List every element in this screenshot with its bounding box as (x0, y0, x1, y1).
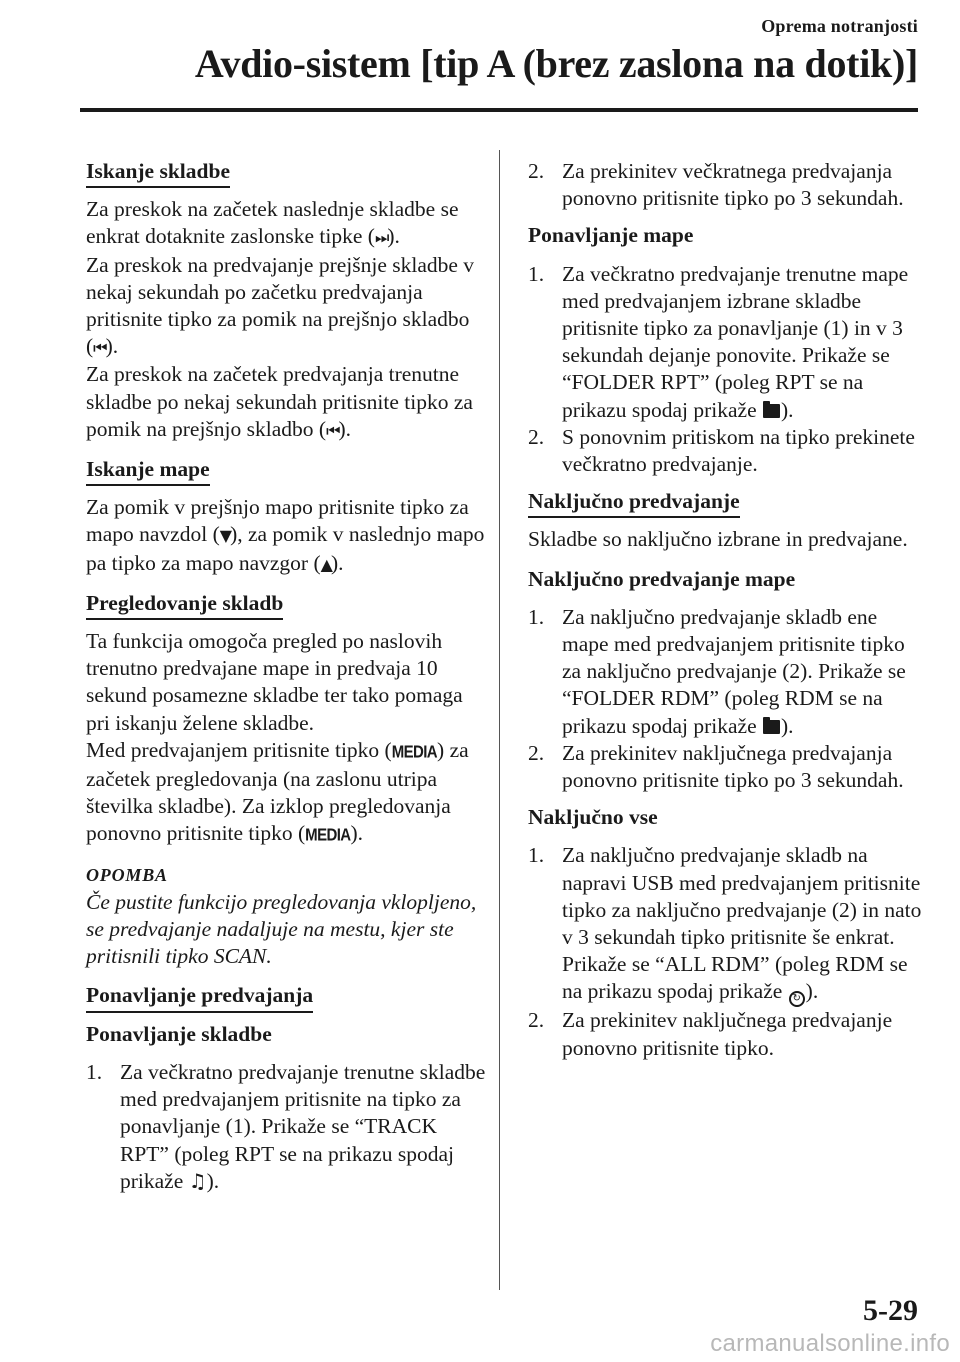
music-note-icon: ♫ (188, 1168, 207, 1193)
text: ). (206, 1168, 220, 1193)
left-column (86, 158, 488, 1205)
paragraph (86, 494, 488, 578)
text: ). (781, 397, 794, 422)
note-text: Če pustite funkcijo pregledovanja vklopljeno, se predvajanje nadaljuje na mestu, kjer ste pritisnili tipko SCAN. (86, 889, 477, 969)
skip-back-icon: ⏮ (93, 338, 106, 358)
skip-forward-icon: ⏭ (374, 228, 388, 248)
text: Za preskok na začetek predvajanja trenutne skladbe po nekaj sekundah pritisnite tipko za pomik na prejšnjo skladbo ( (86, 362, 473, 441)
media-button-icon: MEDIA (391, 742, 438, 763)
column-divider (499, 150, 500, 1290)
right-column (528, 158, 923, 1072)
subheading-nakljucno-vse: Naključno vse (528, 805, 658, 830)
paragraph: Skladbe so naključno izbrane in predvajane. (528, 527, 908, 552)
list-number: 2. (528, 740, 545, 765)
section-heading-iskanje-skladbe: Iskanje skladbe (86, 158, 230, 188)
text: ) za začetek pregledovanja (na zaslonu utripa številka skladbe). Za izklop pregledovanja ponovno pritisnite tipko ( (86, 737, 469, 846)
skip-back-icon: ⏮ (326, 420, 339, 440)
list-text: Za prekinitev večkratnega predvajanja ponovno pritisnite tipko po 3 sekundah. (562, 159, 904, 211)
paragraph (86, 196, 488, 444)
text: ). (338, 416, 352, 441)
disc-random-icon: ↻ (789, 991, 805, 1007)
header-rule (80, 108, 918, 112)
subheading-ponavljanje-skladbe: Ponavljanje skladbe (86, 1021, 272, 1046)
text: Ta funkcija omogoča pregled po naslovih trenutno predvajane mape in predvaja 10 sekund posamezne skladbe ter tako pomaga pri iskanju želene skladbe. (86, 629, 463, 735)
numbered-list (528, 158, 923, 212)
list-text (562, 604, 923, 740)
watermark: carmanualsonline.info (710, 1330, 950, 1357)
text: ). (350, 821, 364, 846)
list-text (562, 261, 923, 424)
list-number: 1. (528, 261, 545, 286)
folder-icon (763, 720, 780, 734)
paragraph (86, 628, 488, 850)
text: ). (387, 224, 400, 249)
numbered-list (528, 842, 923, 1061)
page-title: Avdio-sistem [tip A (brez zaslona na dotik)] (194, 41, 918, 86)
list-item (528, 424, 923, 478)
section-heading-nakljucno: Naključno predvajanje (528, 488, 740, 518)
list-item (528, 740, 923, 794)
section-heading-ponavljanje: Ponavljanje predvajanja (86, 982, 313, 1012)
folder-icon (763, 404, 780, 418)
text: ). (105, 334, 119, 359)
subheading-nakljucno-mape: Naključno predvajanje mape (528, 566, 796, 591)
page-number: 5-29 (863, 1294, 918, 1327)
text: ). (805, 979, 819, 1004)
text: Za večkratno predvajanje trenutne skladbe med predvajanjem pritisnite na tipko za ponavljanje (1). Prikaže se “TRACK RPT” (poleg RPT se na prikazu spodaj prikaže (120, 1059, 486, 1193)
list-text: Za prekinitev naključnega predvajanja ponovno pritisnite tipko po 3 sekundah. (562, 740, 904, 793)
list-text: Za prekinitev naključnega predvajanje ponovno pritisnite tipko. (562, 1008, 893, 1060)
list-number: 2. (528, 424, 545, 449)
list-item (528, 1007, 923, 1061)
list-item (528, 604, 923, 740)
list-item (528, 842, 923, 1007)
list-text (120, 1059, 488, 1195)
text: Za večkratno predvajanje trenutne mape med predvajanjem izbrane skladbe pritisnite tipko za ponavljanje (1) in v 3 sekundah dejanje ponovite. Prikaže se “FOLDER RPT” (poleg RPT se na prikazu spodaj prikaže (562, 261, 909, 422)
folder-down-icon: ▼ (219, 526, 231, 546)
section-heading-pregledovanje: Pregledovanje skladb (86, 590, 283, 620)
list-number: 1. (528, 604, 545, 629)
list-item (86, 1059, 488, 1195)
list-item (528, 261, 923, 424)
list-text (562, 842, 923, 1007)
numbered-list (528, 604, 923, 794)
text: Za pomik v prejšnjo mapo pritisnite tipko za mapo navzdol ( (86, 495, 469, 547)
numbered-list (86, 1059, 488, 1195)
media-button-icon: MEDIA (305, 826, 351, 846)
note-heading: OPOMBA (86, 864, 168, 885)
folder-up-icon: ▲ (320, 554, 331, 574)
section-heading-iskanje-mape: Iskanje mape (86, 456, 210, 486)
list-number: 1. (528, 843, 545, 868)
text: ), za pomik v naslednjo mapo pa tipko za mapo navzgor ( (86, 522, 485, 575)
list-number: 2. (528, 159, 545, 183)
list-item (528, 158, 923, 212)
text: ). (330, 550, 344, 575)
text: Za preskok na predvajanje prejšnje skladbe v nekaj sekundah po začetku predvajanja pritisnite tipko za pomik na prejšnjo skladbo ( (86, 252, 475, 359)
text: Za naključno predvajanje skladb na napravi USB med predvajanjem pritisnite tipko za naključno predvajanje (2) in nato v 3 sekundah tipko pritisnite še enkrat. Prikaže se “ALL RDM” (poleg RDM se na prikazu spodaj prikaže (562, 843, 922, 1004)
numbered-list (528, 261, 923, 479)
text: Za naključno predvajanje skladb ene mape med predvajanjem pritisnite tipko za naključno predvajanje (2). Prikaže se “FOLDER RDM” (poleg RDM se na prikazu spodaj prikaže (562, 604, 906, 738)
list-text: S ponovnim pritiskom na tipko prekinete večkratno predvajanje. (562, 424, 915, 477)
running-header-section: Oprema notranjosti (761, 16, 918, 36)
text: ). (781, 713, 794, 738)
list-number: 2. (528, 1008, 545, 1033)
subheading-ponavljanje-mape: Ponavljanje mape (528, 223, 694, 248)
list-number: 1. (86, 1059, 103, 1084)
text: Med predvajanjem pritisnite tipko ( (86, 737, 392, 762)
text: Za preskok na začetek naslednje skladbe se enkrat dotaknite zaslonske tipke ( (86, 197, 459, 249)
